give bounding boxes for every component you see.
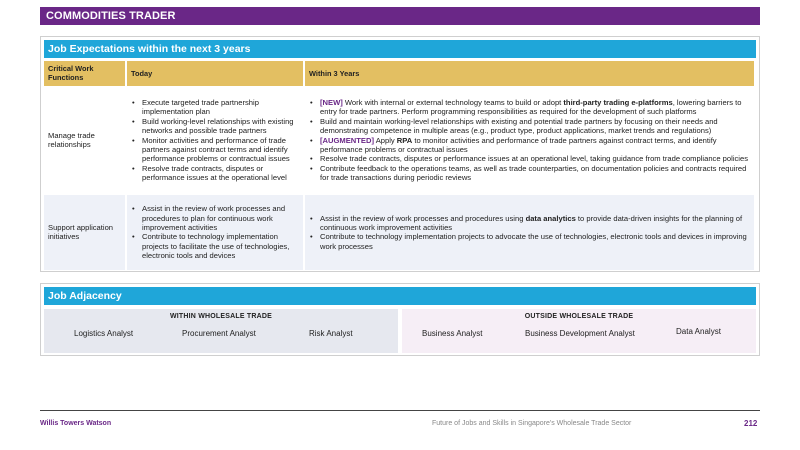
- column-header-within-3-years: Within 3 Years: [304, 61, 755, 87]
- column-header-today: Today: [126, 61, 304, 87]
- list-item: • Assist in the review of work processes and procedures using data analytics to provide data-driven insights for the planning of continuous work improvement activities: [309, 214, 750, 233]
- list-item: • [AUGMENTED] Apply RPA to monitor activities and performance of trade partners against contract terms, and identify performance problems or contractual issues: [309, 136, 750, 155]
- today-cell: [126, 194, 304, 270]
- list-item: • Contribute to technology implementation projects to advocate the use of technologies, electronic tools and devices in improving work processes: [309, 232, 750, 251]
- page-title: COMMODITIES TRADER: [40, 7, 760, 25]
- list-item: • Contribute feedback to the operations teams, as well as trade counterparties, on documentation policies and contracts required for trade transactions during periodic reviews: [309, 164, 750, 183]
- table-header-row: [44, 61, 755, 87]
- list-item: • Build and maintain working-level relationships with existing and potential trade partners by focusing on their needs and demonstrating competence in multiple areas (e.g., product type, product applications, market trends and regulations): [309, 117, 750, 136]
- within-wholesale-box: [44, 309, 398, 353]
- list-item: • Resolve trade contracts, disputes or performance issues at the operational level: [131, 164, 299, 183]
- function-cell: Support application initiatives: [44, 194, 126, 270]
- outside-wholesale-label: OUTSIDE WHOLESALE TRADE: [524, 313, 634, 320]
- future-cell: [304, 194, 755, 270]
- list-item: • Build working-level relationships with existing networks and possible trade partners: [131, 117, 299, 136]
- job-expectations-table: [44, 61, 756, 270]
- footer-divider: [40, 410, 760, 411]
- function-cell: Manage trade relationships: [44, 87, 126, 194]
- column-header-functions: Critical Work Functions: [44, 61, 126, 87]
- job-expectations-header: Job Expectations within the next 3 years: [44, 40, 756, 58]
- outside-wholesale-box: [402, 309, 756, 353]
- within-wholesale-label: WITHIN WHOLESALE TRADE: [169, 313, 272, 320]
- augmented-tag: [AUGMENTED]: [320, 135, 374, 145]
- adjacent-job: Procurement Analyst: [182, 329, 256, 338]
- list-item: • [NEW] Work with internal or external technology teams to build or adopt third-party trading e-platforms, lowering barriers to entry for trade partners. Perform programming responsibilities as required for the development of such platforms: [309, 98, 750, 117]
- job-expectations-panel: [40, 36, 760, 272]
- adjacent-job: Data Analyst: [676, 327, 721, 336]
- adjacent-job: Business Development Analyst: [525, 329, 635, 338]
- list-item: • Monitor activities and performance of trade partners against contract terms and identify performance problems or contractual issues: [131, 136, 299, 164]
- page-number: 212: [744, 419, 758, 428]
- adjacent-job: Business Analyst: [422, 329, 483, 338]
- list-item: • Resolve trade contracts, disputes or performance issues at an operational level, taking guidance from trade compliance policies: [309, 154, 750, 163]
- new-tag: [NEW]: [320, 97, 343, 107]
- list-item: • Contribute to technology implementation projects to facilitate the use of technologies, electronic tools and devices: [131, 232, 299, 260]
- adjacent-job: Risk Analyst: [309, 329, 353, 338]
- footer-company: Willis Towers Watson: [40, 420, 112, 427]
- table-row: [44, 194, 755, 270]
- future-cell: [304, 87, 755, 194]
- adjacent-job: Logistics Analyst: [74, 329, 134, 338]
- list-item: • Execute targeted trade partnership implementation plan: [131, 98, 299, 117]
- today-cell: [126, 87, 304, 194]
- table-row: [44, 87, 755, 194]
- job-adjacency-header: Job Adjacency: [44, 287, 756, 305]
- list-item: • Assist in the review of work processes and procedures to plan for continuous work improvement activities: [131, 204, 299, 232]
- job-adjacency-panel: [40, 283, 760, 356]
- footer-report-title: Future of Jobs and Skills in Singapore's Wholesale Trade Sector: [432, 420, 632, 427]
